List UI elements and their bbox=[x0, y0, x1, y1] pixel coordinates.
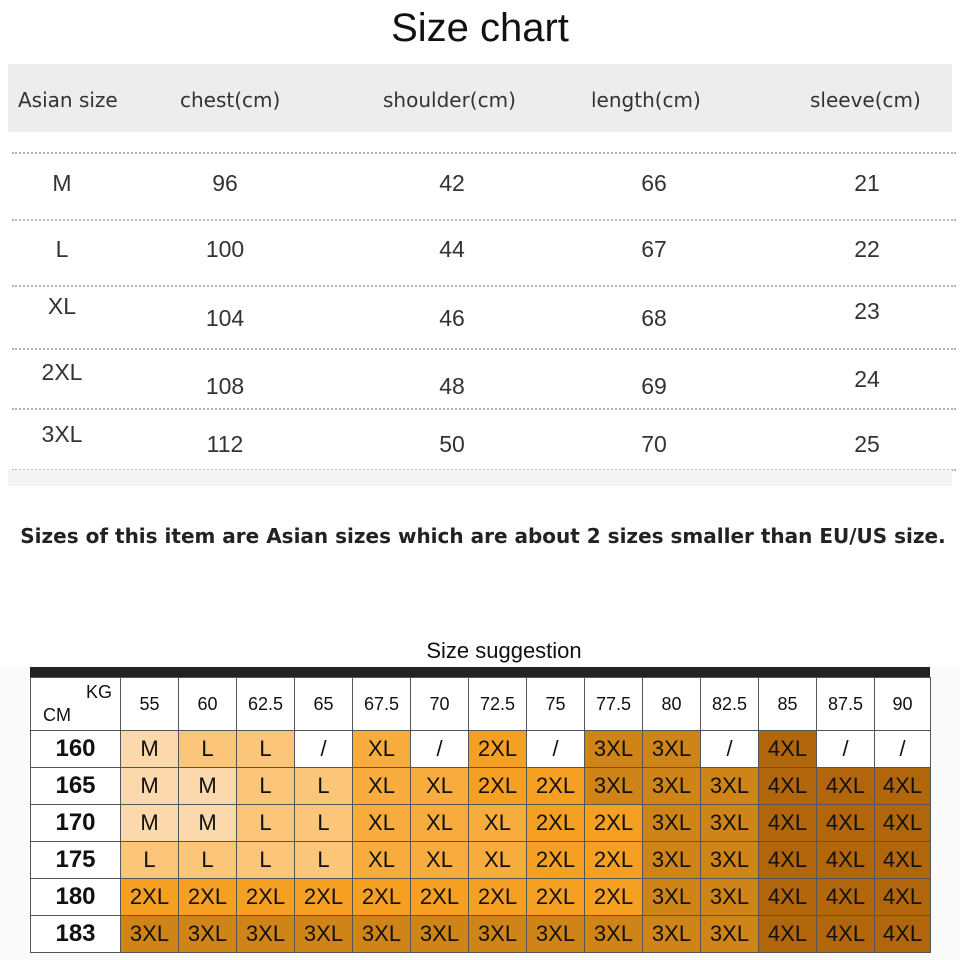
measurement-cell: 50 bbox=[439, 431, 465, 457]
suggested-size-cell: 3XL bbox=[701, 805, 759, 842]
weight-header-cell: 70 bbox=[411, 678, 469, 731]
suggested-size-cell: 3XL bbox=[527, 916, 585, 953]
weight-header-cell: 82.5 bbox=[701, 678, 759, 731]
size-label-cell: L bbox=[55, 236, 69, 262]
size-label-cell: XL bbox=[47, 293, 77, 319]
measurement-cell: 66 bbox=[641, 170, 667, 196]
height-row bbox=[31, 842, 931, 879]
suggested-size-cell: 3XL bbox=[469, 916, 527, 953]
suggested-size-cell: XL bbox=[353, 842, 411, 879]
measurement-cell: 70 bbox=[641, 431, 667, 457]
row-divider bbox=[12, 348, 956, 350]
suggested-size-cell: XL bbox=[353, 768, 411, 805]
measurement-cell: 68 bbox=[641, 305, 667, 331]
measurement-cell: 25 bbox=[854, 431, 880, 457]
suggested-size-cell: XL bbox=[411, 842, 469, 879]
suggested-size-cell: 4XL bbox=[759, 768, 817, 805]
suggested-size-cell: 3XL bbox=[701, 842, 759, 879]
suggested-size-cell: M bbox=[179, 805, 237, 842]
suggested-size-cell: 2XL bbox=[469, 731, 527, 768]
weight-header-cell: 80 bbox=[643, 678, 701, 731]
suggested-size-cell: 3XL bbox=[643, 879, 701, 916]
suggested-size-cell: 4XL bbox=[875, 805, 931, 842]
suggested-size-cell: 4XL bbox=[817, 768, 875, 805]
weight-header-cell: 65 bbox=[295, 678, 353, 731]
suggested-size-cell: 2XL bbox=[237, 879, 295, 916]
measurement-cell: 67 bbox=[641, 236, 667, 262]
suggested-size-cell: 2XL bbox=[121, 879, 179, 916]
cm-label: CM bbox=[43, 705, 71, 725]
suggested-size-cell: 4XL bbox=[759, 842, 817, 879]
suggested-size-cell: 3XL bbox=[411, 916, 469, 953]
suggested-size-cell: / bbox=[295, 731, 353, 768]
suggested-size-cell: 4XL bbox=[875, 842, 931, 879]
size-label-cell: M bbox=[52, 170, 72, 196]
suggested-size-cell: 3XL bbox=[643, 842, 701, 879]
weight-header-cell: 85 bbox=[759, 678, 817, 731]
suggested-size-cell: 3XL bbox=[353, 916, 411, 953]
suggested-size-cell: 3XL bbox=[643, 731, 701, 768]
suggested-size-cell: L bbox=[237, 842, 295, 879]
suggested-size-cell: 2XL bbox=[527, 842, 585, 879]
measurement-cell: 42 bbox=[439, 170, 465, 196]
row-divider bbox=[12, 219, 956, 221]
header-chest: chest(cm) bbox=[180, 88, 281, 112]
suggested-size-cell: 3XL bbox=[585, 731, 643, 768]
row-divider bbox=[12, 408, 956, 410]
suggested-size-cell: 2XL bbox=[527, 879, 585, 916]
suggested-size-cell: L bbox=[179, 731, 237, 768]
suggested-size-cell: 4XL bbox=[759, 731, 817, 768]
row-divider bbox=[12, 285, 956, 287]
suggested-size-cell: 3XL bbox=[701, 768, 759, 805]
suggested-size-cell: XL bbox=[353, 731, 411, 768]
suggested-size-cell: 2XL bbox=[469, 768, 527, 805]
measurement-cell: 108 bbox=[205, 373, 245, 399]
page-title: Size chart bbox=[391, 6, 569, 50]
suggested-size-cell: 3XL bbox=[585, 916, 643, 953]
size-note: Sizes of this item are Asian sizes which are about 2 sizes smaller than EU/US size. bbox=[20, 524, 946, 548]
header-sleeve: sleeve(cm) bbox=[810, 88, 921, 112]
weight-header-cell: 77.5 bbox=[585, 678, 643, 731]
suggested-size-cell: 2XL bbox=[353, 879, 411, 916]
header-shoulder: shoulder(cm) bbox=[383, 88, 516, 112]
suggested-size-cell: M bbox=[121, 731, 179, 768]
weight-header-cell: 90 bbox=[875, 678, 931, 731]
table-footer-bar bbox=[8, 470, 952, 486]
suggested-size-cell: 3XL bbox=[701, 879, 759, 916]
suggested-size-cell: 3XL bbox=[643, 916, 701, 953]
size-label-cell: 3XL bbox=[41, 421, 83, 447]
header-length: length(cm) bbox=[591, 88, 701, 112]
grid-corner bbox=[31, 678, 121, 731]
suggested-size-cell: 3XL bbox=[643, 768, 701, 805]
header-asian-size: Asian size bbox=[18, 88, 118, 112]
suggestion-top-border bbox=[30, 667, 930, 677]
suggested-size-cell: 3XL bbox=[179, 916, 237, 953]
suggested-size-cell: 3XL bbox=[121, 916, 179, 953]
suggested-size-cell: 4XL bbox=[817, 879, 875, 916]
weight-header-cell: 67.5 bbox=[353, 678, 411, 731]
suggested-size-cell: XL bbox=[353, 805, 411, 842]
suggested-size-cell: 4XL bbox=[817, 842, 875, 879]
weight-header-cell: 87.5 bbox=[817, 678, 875, 731]
height-row bbox=[31, 916, 931, 953]
suggested-size-cell: XL bbox=[469, 842, 527, 879]
suggested-size-cell: XL bbox=[411, 805, 469, 842]
measurement-cell: 69 bbox=[641, 373, 667, 399]
suggested-size-cell: L bbox=[237, 805, 295, 842]
suggested-size-cell: 2XL bbox=[527, 768, 585, 805]
suggested-size-cell: L bbox=[295, 768, 353, 805]
height-label-cell: 175 bbox=[31, 842, 121, 879]
measurement-cell: 21 bbox=[854, 170, 880, 196]
suggested-size-cell: 3XL bbox=[701, 916, 759, 953]
weight-header-cell: 60 bbox=[179, 678, 237, 731]
measurement-cell: 23 bbox=[854, 298, 880, 324]
measurement-cell: 22 bbox=[854, 236, 880, 262]
suggested-size-cell: 4XL bbox=[759, 805, 817, 842]
suggested-size-cell: 2XL bbox=[585, 842, 643, 879]
suggested-size-cell: XL bbox=[411, 768, 469, 805]
height-label-cell: 160 bbox=[31, 731, 121, 768]
suggested-size-cell: 2XL bbox=[411, 879, 469, 916]
suggested-size-cell: 2XL bbox=[585, 879, 643, 916]
suggested-size-cell: L bbox=[237, 768, 295, 805]
suggested-size-cell: M bbox=[121, 768, 179, 805]
suggested-size-cell: / bbox=[701, 731, 759, 768]
measurement-cell: 48 bbox=[439, 373, 465, 399]
measurement-cell: 100 bbox=[205, 236, 245, 262]
suggested-size-cell: L bbox=[295, 805, 353, 842]
size-suggestion-grid bbox=[30, 677, 931, 953]
suggested-size-cell: 4XL bbox=[759, 916, 817, 953]
suggested-size-cell: L bbox=[295, 842, 353, 879]
measurement-cell: 46 bbox=[439, 305, 465, 331]
height-row bbox=[31, 805, 931, 842]
suggested-size-cell: 4XL bbox=[759, 879, 817, 916]
suggested-size-cell: 4XL bbox=[875, 768, 931, 805]
suggested-size-cell: 3XL bbox=[237, 916, 295, 953]
suggested-size-cell: L bbox=[237, 731, 295, 768]
suggested-size-cell: L bbox=[179, 842, 237, 879]
weight-header-row bbox=[31, 678, 931, 731]
suggested-size-cell: 2XL bbox=[295, 879, 353, 916]
suggested-size-cell: 3XL bbox=[295, 916, 353, 953]
measurement-cell: 112 bbox=[206, 431, 244, 457]
weight-header-cell: 75 bbox=[527, 678, 585, 731]
suggested-size-cell: 4XL bbox=[817, 916, 875, 953]
suggested-size-cell: L bbox=[121, 842, 179, 879]
suggested-size-cell: 2XL bbox=[179, 879, 237, 916]
suggested-size-cell: M bbox=[179, 768, 237, 805]
suggestion-title: Size suggestion bbox=[426, 638, 582, 663]
height-label-cell: 183 bbox=[31, 916, 121, 953]
suggested-size-cell: M bbox=[121, 805, 179, 842]
height-row bbox=[31, 879, 931, 916]
row-divider bbox=[12, 152, 956, 154]
kg-label: KG bbox=[85, 682, 112, 702]
suggested-size-cell: / bbox=[875, 731, 931, 768]
suggested-size-cell: 4XL bbox=[875, 879, 931, 916]
weight-header-cell: 62.5 bbox=[237, 678, 295, 731]
suggested-size-cell: 4XL bbox=[875, 916, 931, 953]
height-label-cell: 170 bbox=[31, 805, 121, 842]
size-label-cell: 2XL bbox=[41, 359, 83, 385]
measurement-cell: 104 bbox=[205, 305, 245, 331]
suggested-size-cell: / bbox=[411, 731, 469, 768]
suggested-size-cell: 3XL bbox=[643, 805, 701, 842]
suggested-size-cell: / bbox=[527, 731, 585, 768]
suggested-size-cell: 2XL bbox=[585, 805, 643, 842]
height-label-cell: 165 bbox=[31, 768, 121, 805]
suggested-size-cell: 3XL bbox=[585, 768, 643, 805]
measurement-cell: 44 bbox=[439, 236, 465, 262]
suggested-size-cell: 4XL bbox=[817, 805, 875, 842]
suggested-size-cell: XL bbox=[469, 805, 527, 842]
height-row bbox=[31, 731, 931, 768]
height-label-cell: 180 bbox=[31, 879, 121, 916]
weight-header-cell: 55 bbox=[121, 678, 179, 731]
suggested-size-cell: 2XL bbox=[469, 879, 527, 916]
measurement-cell: 96 bbox=[212, 170, 238, 196]
suggested-size-cell: 2XL bbox=[527, 805, 585, 842]
weight-header-cell: 72.5 bbox=[469, 678, 527, 731]
suggested-size-cell: / bbox=[817, 731, 875, 768]
measurement-cell: 24 bbox=[854, 366, 880, 392]
height-row bbox=[31, 768, 931, 805]
